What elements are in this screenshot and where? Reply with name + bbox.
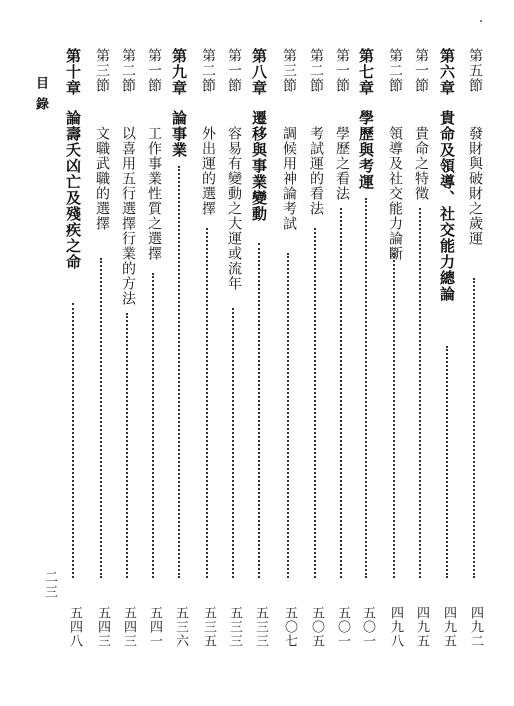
entry-label: 第二節 [200, 48, 216, 93]
toc-entry-chapter [62, 48, 84, 648]
toc-entry [116, 48, 138, 648]
dot-leader [419, 208, 421, 578]
toc-entry-chapter [248, 48, 270, 648]
entry-page: 四九二 [468, 606, 483, 648]
dot-leader [365, 198, 367, 578]
entry-label: 第六章 [438, 48, 456, 96]
toc-entry [409, 48, 431, 648]
entry-title: 文職武職的選擇 [94, 126, 110, 231]
entry-page: 四九八 [388, 606, 403, 648]
entry-label: 第七章 [357, 48, 375, 96]
entry-page: 五三六 [173, 606, 188, 648]
entry-label: 第一節 [226, 48, 242, 93]
dot-leader [287, 253, 289, 578]
dot-leader [393, 253, 395, 578]
entry-label: 第三節 [281, 48, 297, 93]
toc-entry [90, 48, 112, 648]
entry-title: 貴命及領導、社交能力總論 [438, 110, 456, 302]
entry-page: 五三三 [227, 606, 242, 648]
entry-title: 領導及社交能力論斷 [387, 126, 403, 261]
margin-dot [480, 20, 482, 22]
dot-leader [100, 258, 102, 578]
entry-title: 工作事業性質之選擇 [146, 126, 162, 261]
toc-entry [142, 48, 164, 648]
dot-leader [446, 346, 448, 578]
entry-page: 五〇一 [360, 606, 375, 648]
entry-page: 五三五 [201, 606, 216, 648]
toc-entry-chapter [436, 48, 458, 648]
dot-leader [473, 278, 475, 578]
entry-label: 第三節 [94, 48, 110, 93]
toc-entry-chapter [168, 48, 190, 648]
toc-entry [196, 48, 218, 648]
entry-title: 論壽夭凶亡及殘疾之命 [64, 110, 82, 270]
toc-entry-chapter [355, 48, 377, 648]
dot-leader [178, 166, 180, 578]
toc-entry [277, 48, 299, 648]
entry-title: 容易有變動之大運或流年 [226, 126, 242, 291]
entry-label: 第九章 [170, 48, 188, 96]
dot-leader [72, 303, 74, 578]
dot-leader [126, 313, 128, 578]
entry-page: 五四一 [147, 606, 162, 648]
entry-label: 第十章 [64, 48, 82, 96]
entry-label: 第一節 [146, 48, 162, 93]
entry-title: 調候用神論考試 [281, 126, 297, 231]
entry-label: 第一節 [413, 48, 429, 93]
entry-title: 貴命之特徵 [413, 126, 429, 201]
toc-entry [304, 48, 326, 648]
entry-title: 發財與破財之歲運 [467, 126, 483, 246]
entry-label: 第八章 [250, 48, 268, 96]
entry-page: 五四三 [95, 606, 110, 648]
entry-page: 五〇七 [282, 606, 297, 648]
entry-title: 外出運的選擇 [200, 126, 216, 216]
entry-title: 學歷之看法 [334, 126, 350, 201]
entry-title: 考試運的看法 [308, 126, 324, 216]
toc-entry [463, 48, 485, 648]
page-number: 二三 [42, 570, 57, 600]
entry-title: 學歷與考運 [357, 110, 375, 190]
entry-page: 五〇五 [309, 606, 324, 648]
toc-entry [222, 48, 244, 648]
dot-leader [258, 243, 260, 578]
dot-leader [314, 228, 316, 578]
entry-title: 遷移與事業變動 [250, 110, 268, 222]
dot-leader [152, 273, 154, 578]
entry-label: 第二節 [308, 48, 324, 93]
entry-page: 五三三 [253, 606, 268, 648]
running-header: 目錄 [33, 76, 48, 118]
toc-entry [330, 48, 352, 648]
entry-title: 以喜用五行選擇行業的方法 [120, 126, 136, 306]
entry-label: 第一節 [334, 48, 350, 93]
dot-leader [340, 208, 342, 578]
entry-title: 論事業 [170, 110, 188, 158]
entry-page: 五四三 [121, 606, 136, 648]
entry-page: 五〇一 [335, 606, 350, 648]
entry-page: 四九五 [414, 606, 429, 648]
entry-label: 第二節 [120, 48, 136, 93]
entry-label: 第五節 [467, 48, 483, 93]
entry-page: 四九五 [441, 606, 456, 648]
dot-leader [232, 308, 234, 578]
dot-leader [206, 228, 208, 578]
toc-entry [383, 48, 405, 648]
entry-label: 第二節 [387, 48, 403, 93]
entry-page: 五四八 [67, 606, 82, 648]
